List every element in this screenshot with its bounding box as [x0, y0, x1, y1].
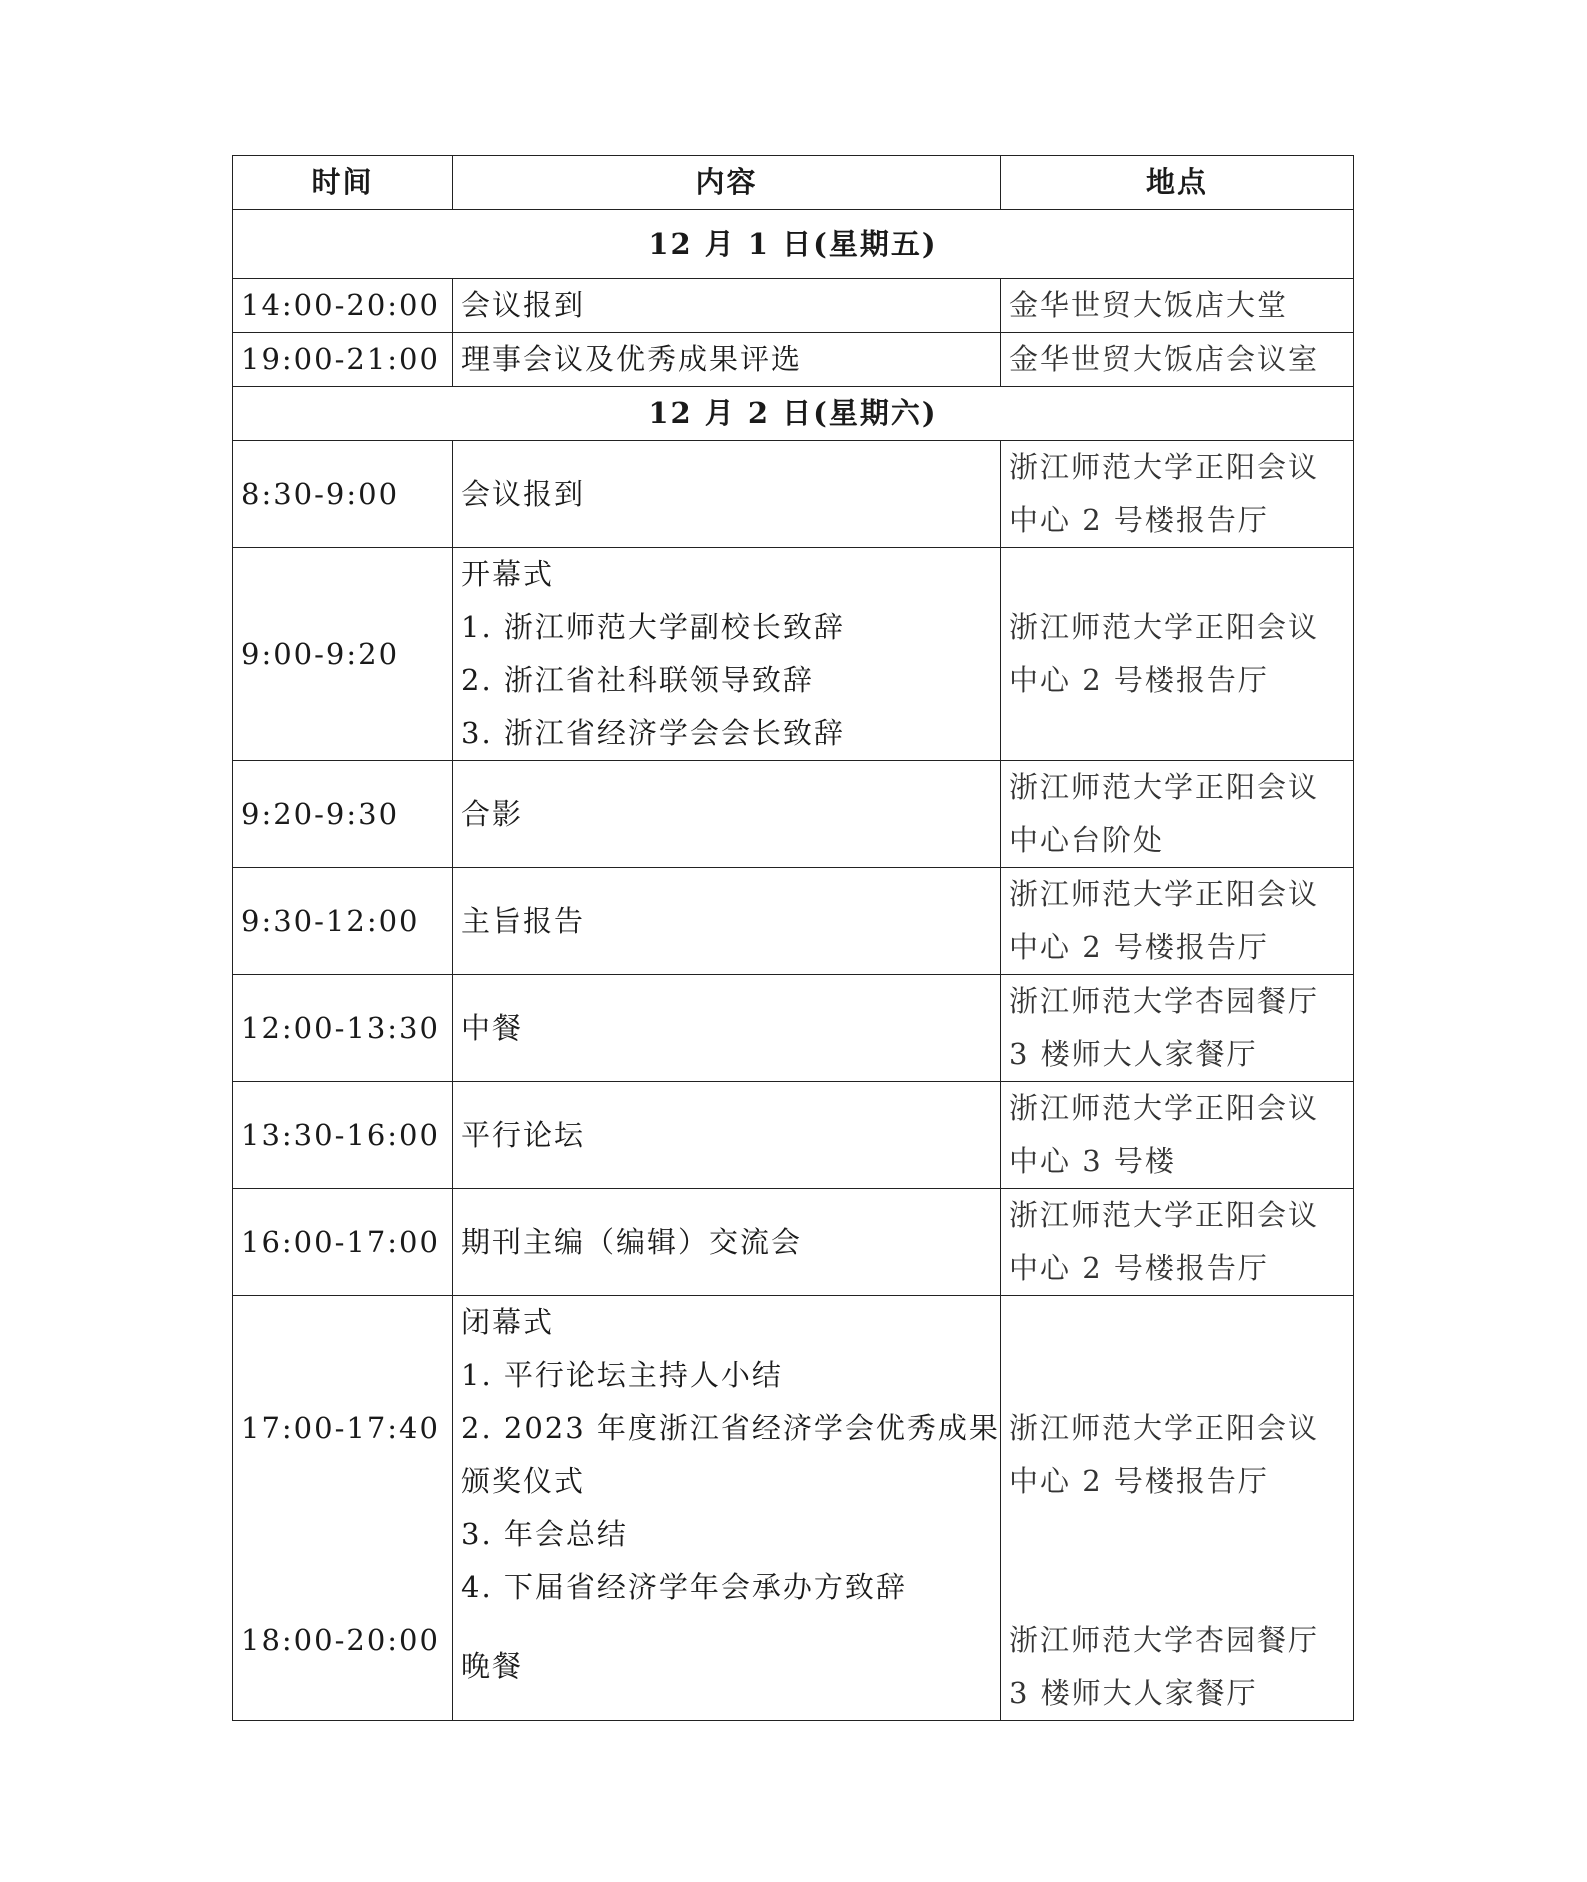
- time-cell: 9:20-9:30: [233, 761, 453, 868]
- day-label: 12 月 2 日(星期六): [233, 387, 1354, 441]
- place-line: 中心 2 号楼报告厅: [1009, 663, 1269, 697]
- closing-content-line: 1. 平行论坛主持人小结: [461, 1358, 783, 1392]
- place-cell: [1001, 1082, 1354, 1189]
- place-cell: [1001, 868, 1354, 975]
- header-time: 时间: [233, 156, 453, 210]
- content-cell: [453, 1296, 1001, 1721]
- closing-content-line: 闭幕式: [461, 1305, 555, 1339]
- content-cell: [453, 761, 1001, 868]
- schedule-row: [233, 548, 1354, 761]
- place-cell: [1001, 333, 1354, 387]
- time-cell: 14:00-20:00: [233, 279, 453, 333]
- dinner-place-line: 3 楼师大人家餐厅: [1009, 1676, 1258, 1710]
- dinner-place: [1009, 1614, 1345, 1720]
- place-line: 中心 2 号楼报告厅: [1009, 503, 1269, 537]
- dinner-content-line: 晚餐: [461, 1649, 524, 1683]
- place-line: 浙江师范大学正阳会议: [1009, 770, 1320, 804]
- place-line: 浙江师范大学正阳会议: [1009, 1198, 1320, 1232]
- content-cell: [453, 333, 1001, 387]
- dinner-place-line: 浙江师范大学杏园餐厅: [1009, 1623, 1320, 1657]
- content-line: 理事会议及优秀成果评选: [461, 342, 803, 376]
- place-line: 中心 3 号楼: [1009, 1144, 1176, 1178]
- content-line: 会议报到: [461, 476, 586, 511]
- time-cell: 12:00-13:30: [233, 975, 453, 1082]
- content-cell: [453, 1082, 1001, 1189]
- closing-place: [1009, 1402, 1345, 1508]
- content-cell: [453, 279, 1001, 333]
- schedule-row: [233, 441, 1354, 548]
- place-cell: [1001, 761, 1354, 868]
- place-line: 3 楼师大人家餐厅: [1009, 1037, 1258, 1071]
- time-cell: 8:30-9:00: [233, 441, 453, 548]
- content-line: 中餐: [461, 1010, 524, 1045]
- content-line: 会议报到: [461, 288, 586, 322]
- dinner-content: [461, 1614, 992, 1719]
- closing-content-line: 4. 下届省经济学年会承办方致辞: [461, 1570, 907, 1604]
- content-cell: [453, 441, 1001, 548]
- place-line: 中心台阶处: [1009, 823, 1165, 857]
- closing-dinner-row: [233, 1296, 1354, 1721]
- place-line: 金华世贸大饭店大堂: [1009, 288, 1289, 322]
- schedule-body: [233, 210, 1354, 1721]
- header-place: 地点: [1001, 156, 1354, 210]
- content-line: 平行论坛: [461, 1117, 586, 1152]
- time-cell: 9:30-12:00: [233, 868, 453, 975]
- time-cell: 16:00-17:00: [233, 1189, 453, 1296]
- schedule-row: [233, 975, 1354, 1082]
- closing-content-line: 2. 2023 年度浙江省经济学会优秀成果: [461, 1411, 1000, 1445]
- closing-place-line: 浙江师范大学正阳会议: [1009, 1411, 1320, 1445]
- content-cell: [453, 1189, 1001, 1296]
- day-header-row: [233, 210, 1354, 279]
- place-line: 浙江师范大学正阳会议: [1009, 1091, 1320, 1125]
- schedule-row: [233, 1082, 1354, 1189]
- content-line: 2. 浙江省社科联领导致辞: [461, 663, 814, 697]
- content-cell: [453, 975, 1001, 1082]
- dinner-time: 18:00-20:00: [241, 1623, 440, 1657]
- schedule-row: [233, 1189, 1354, 1296]
- content-cell: [453, 868, 1001, 975]
- time-cell: 13:30-16:00: [233, 1082, 453, 1189]
- day-label: 12 月 1 日(星期五): [233, 210, 1354, 279]
- content-cell: [453, 548, 1001, 761]
- place-cell: [1001, 1296, 1354, 1721]
- place-line: 中心 2 号楼报告厅: [1009, 930, 1269, 964]
- schedule-row: [233, 868, 1354, 975]
- header-row: [233, 156, 1354, 210]
- place-line: 浙江师范大学正阳会议: [1009, 610, 1320, 644]
- closing-content-line: 3. 年会总结: [461, 1517, 628, 1551]
- place-line: 浙江师范大学正阳会议: [1009, 450, 1320, 484]
- schedule-row: [233, 279, 1354, 333]
- content-line: 开幕式: [461, 557, 555, 591]
- place-cell: [1001, 441, 1354, 548]
- place-line: 浙江师范大学正阳会议: [1009, 877, 1320, 911]
- place-line: 浙江师范大学杏园餐厅: [1009, 984, 1320, 1018]
- schedule-row: [233, 761, 1354, 868]
- content-line: 1. 浙江师范大学副校长致辞: [461, 610, 845, 644]
- schedule-row: [233, 333, 1354, 387]
- place-line: 中心 2 号楼报告厅: [1009, 1251, 1269, 1285]
- content-line: 合影: [461, 796, 524, 831]
- time-cell: 19:00-21:00: [233, 333, 453, 387]
- place-line: 金华世贸大饭店会议室: [1009, 342, 1320, 376]
- header-content: 内容: [453, 156, 1001, 210]
- content-line: 3. 浙江省经济学会会长致辞: [461, 716, 845, 750]
- content-line: 期刊主编（编辑）交流会: [461, 1224, 803, 1259]
- day-header-row: [233, 387, 1354, 441]
- place-cell: [1001, 1189, 1354, 1296]
- content-line: 主旨报告: [461, 903, 586, 938]
- place-cell: [1001, 548, 1354, 761]
- closing-content-line: 颁奖仪式: [461, 1464, 586, 1498]
- place-cell: [1001, 975, 1354, 1082]
- place-cell: [1001, 279, 1354, 333]
- time-cell: [233, 1296, 453, 1721]
- time-cell: 9:00-9:20: [233, 548, 453, 761]
- closing-time: 17:00-17:40: [241, 1411, 440, 1445]
- closing-place-line: 中心 2 号楼报告厅: [1009, 1464, 1269, 1498]
- schedule-table: [232, 155, 1354, 1721]
